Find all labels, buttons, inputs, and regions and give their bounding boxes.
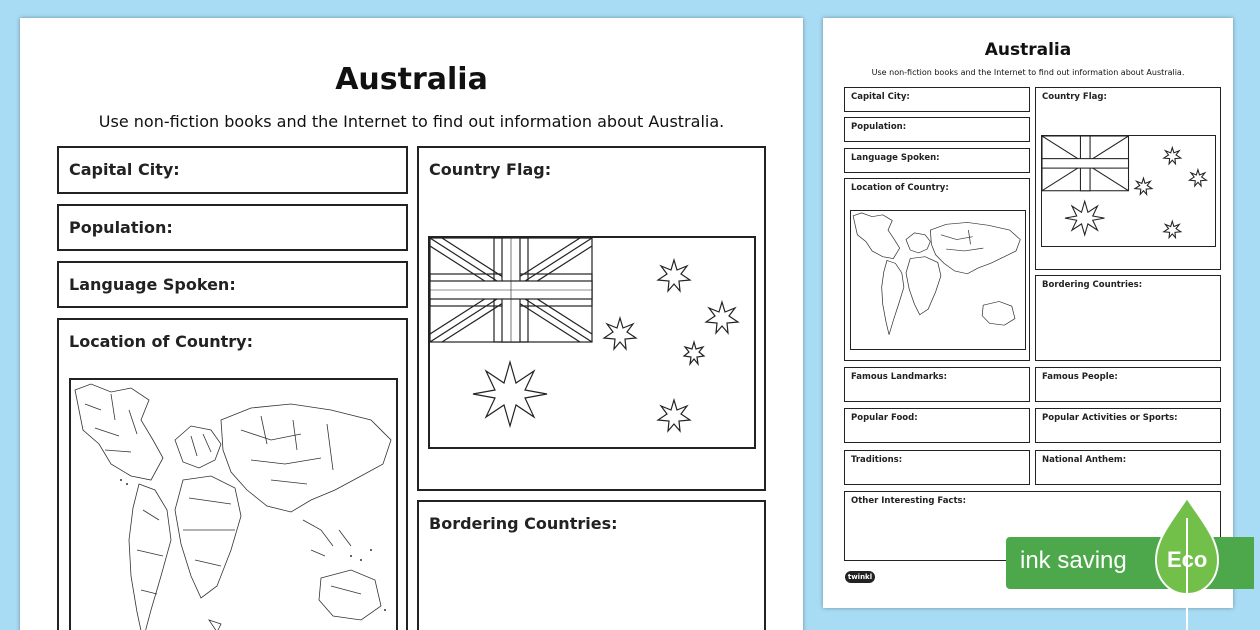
twinkl-logo: twinkl — [845, 571, 875, 583]
capital-city-label: Capital City: — [69, 160, 180, 179]
ink-saving-text: ink saving — [1020, 547, 1127, 574]
eco-text: Eco — [1167, 547, 1208, 572]
capital-city-box — [57, 146, 408, 194]
small-population-label: Population: — [851, 122, 907, 132]
location-of-country-box — [57, 318, 408, 630]
small-capital-city-label: Capital City: — [851, 92, 910, 102]
small-world-map-icon — [851, 211, 1025, 349]
small-capital-city-box — [844, 87, 1030, 112]
famous-landmarks-box — [844, 367, 1030, 402]
language-spoken-box — [57, 261, 408, 308]
popular-activities-label: Popular Activities or Sports: — [1042, 413, 1178, 423]
small-bordering-countries-label: Bordering Countries: — [1042, 280, 1143, 290]
worksheet-small-title: Australia — [984, 40, 1072, 60]
population-label: Population: — [69, 218, 173, 237]
small-language-spoken-box — [844, 148, 1030, 173]
country-flag-label: Country Flag: — [429, 160, 552, 179]
world-map — [69, 378, 398, 630]
australian-flag — [428, 236, 756, 449]
popular-activities-box — [1035, 408, 1221, 443]
language-spoken-label: Language Spoken: — [69, 275, 236, 294]
small-australian-flag — [1041, 135, 1216, 247]
national-anthem-label: National Anthem: — [1042, 455, 1127, 465]
famous-landmarks-label: Famous Landmarks: — [851, 372, 947, 382]
worksheet-small-subtitle: Use non-fiction books and the Internet to find out information about Australia. — [871, 68, 1185, 77]
australian-flag-icon — [430, 238, 754, 447]
bordering-countries-box — [417, 500, 766, 630]
national-anthem-box — [1035, 450, 1221, 485]
small-location-label: Location of Country: — [851, 183, 949, 193]
world-map-icon — [71, 380, 398, 630]
small-country-flag-label: Country Flag: — [1042, 92, 1107, 102]
small-world-map — [850, 210, 1026, 350]
small-location-box — [844, 178, 1030, 361]
population-box — [57, 204, 408, 251]
small-population-box — [844, 117, 1030, 142]
small-australian-flag-icon — [1042, 136, 1215, 246]
small-language-spoken-label: Language Spoken: — [851, 153, 940, 163]
traditions-box — [844, 450, 1030, 485]
worksheet-large — [20, 18, 803, 630]
traditions-label: Traditions: — [851, 455, 903, 465]
worksheet-title: Australia — [335, 62, 488, 97]
worksheet-subtitle: Use non-fiction books and the Internet to find out information about Australia. — [98, 112, 725, 131]
small-country-flag-box — [1035, 87, 1221, 270]
famous-people-box — [1035, 367, 1221, 402]
other-facts-label: Other Interesting Facts: — [851, 496, 966, 506]
popular-food-box — [844, 408, 1030, 443]
bordering-countries-label: Bordering Countries: — [429, 514, 618, 533]
location-of-country-label: Location of Country: — [69, 332, 253, 351]
small-bordering-countries-box — [1035, 275, 1221, 361]
famous-people-label: Famous People: — [1042, 372, 1118, 382]
popular-food-label: Popular Food: — [851, 413, 918, 423]
country-flag-box — [417, 146, 766, 491]
